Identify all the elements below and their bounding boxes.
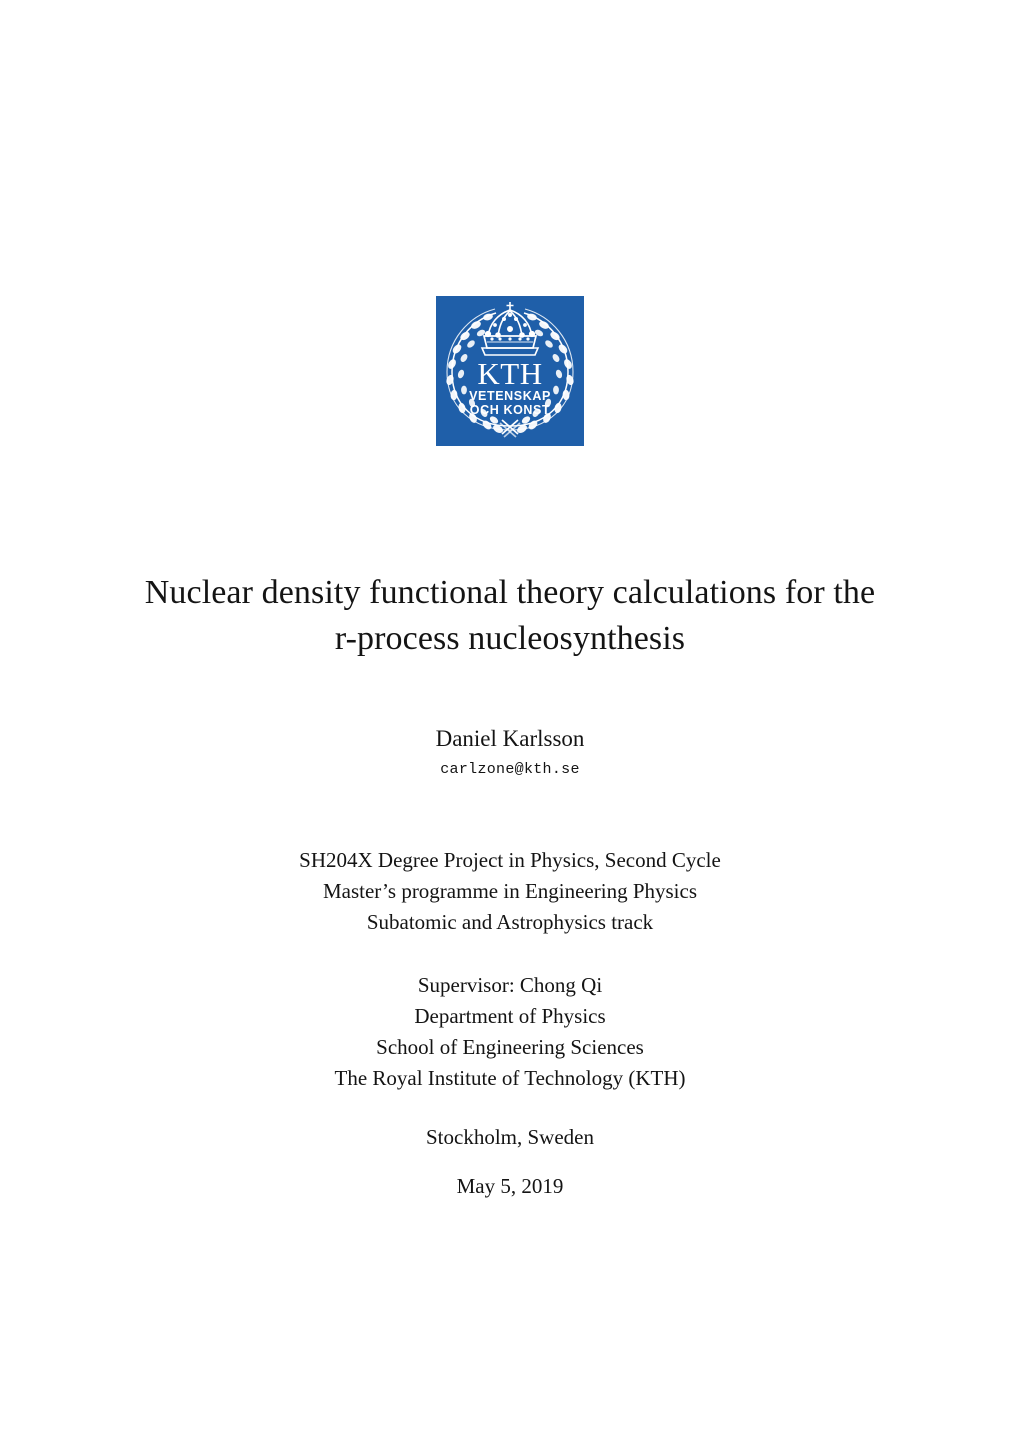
program-name: Master’s programme in Engineering Physics (322, 879, 698, 903)
author-name: Daniel Karlsson (435, 726, 585, 751)
program-container (0, 845, 1020, 938)
supervisor-name: Supervisor: Chong Qi (417, 973, 603, 997)
publication-date: May 5, 2019 (456, 1174, 564, 1198)
document-title (0, 570, 1020, 662)
supervisor-department: Department of Physics (414, 1004, 606, 1028)
title-container (0, 570, 1020, 662)
document-title-line-1: Nuclear density functional theory calculations for the (144, 574, 876, 611)
kth-logo (436, 296, 584, 446)
program-course: SH204X Degree Project in Physics, Second Cycle (299, 848, 721, 872)
supervisor-container (0, 970, 1020, 1094)
program-track: Subatomic and Astrophysics track (366, 910, 654, 934)
author-email[interactable]: carlzone@kth.se (440, 761, 580, 778)
location-container (0, 1122, 1020, 1153)
logo-motto-line-1: VETENSKAP (469, 389, 551, 403)
publication-location: Stockholm, Sweden (426, 1125, 594, 1149)
logo-motto-line-2: OCH KONST (469, 403, 551, 417)
document-title-line-2: r-process nucleosynthesis (334, 620, 686, 657)
logo-container (0, 296, 1020, 446)
date-container (0, 1171, 1020, 1202)
author-container (0, 724, 1020, 780)
supervisor-school: School of Engineering Sciences (376, 1035, 644, 1059)
supervisor-institution: The Royal Institute of Technology (KTH) (334, 1066, 686, 1090)
logo-acronym: KTH (477, 356, 543, 391)
